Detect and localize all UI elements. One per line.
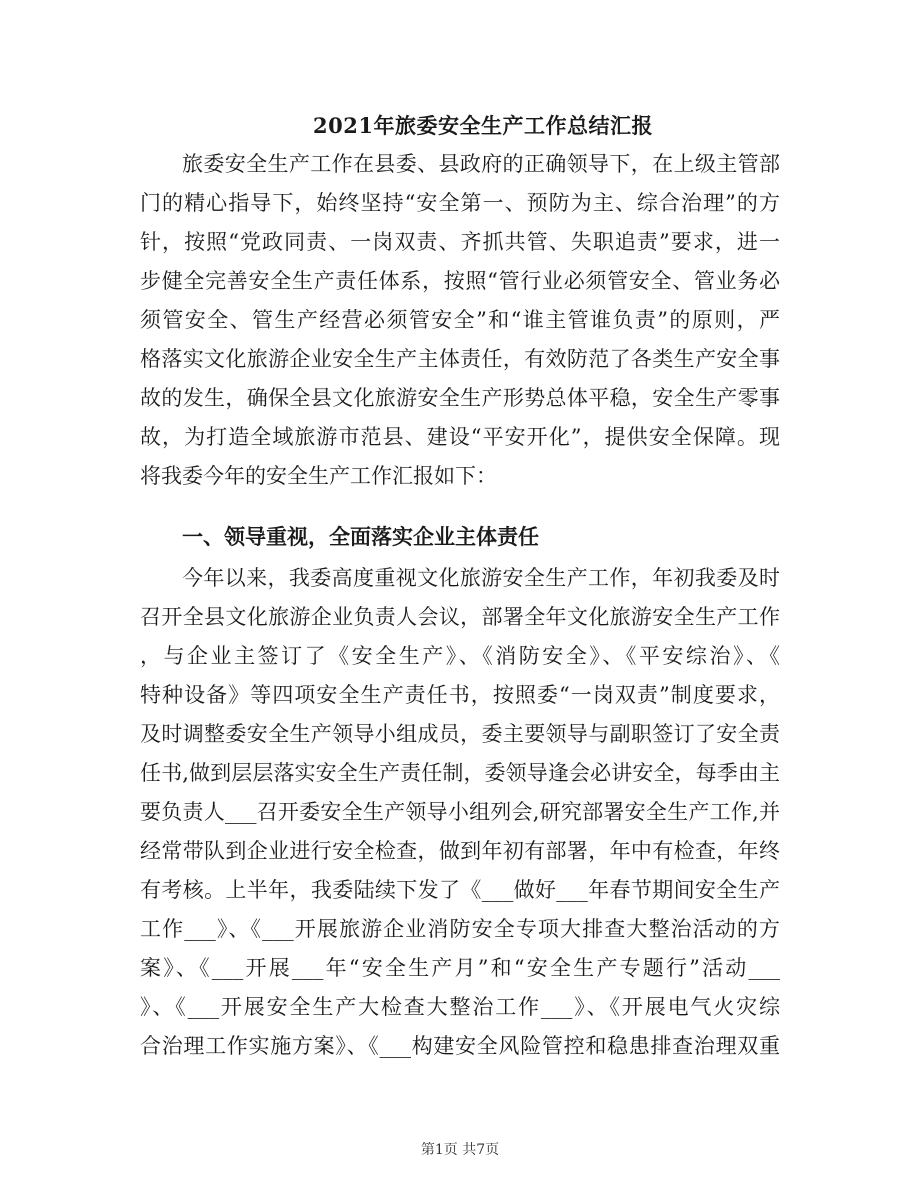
page-number: 第1页 共7页 [420,1142,500,1158]
text-line: 合治理工作实施方案》、《___构建安全风险管控和稳患排查治理双重 [140,1034,780,1058]
text-line: 有考核。上半年，我委陆续下发了《___做好___年春节期间安全生产 [140,878,780,902]
text-line: 任书,做到层层落实安全生产责任制，委领导逢会必讲安全，每季由主 [140,761,780,785]
text-line: 步健全完善安全生产责任体系，按照“管行业必须管安全、管业务必 [140,269,780,293]
section-heading: 一、领导重视，全面落实企业主体责任 [182,524,539,549]
text-line: 工作___》、《___开展旅游企业消防安全专项大排查大整治活动的方 [140,917,780,941]
text-line: 今年以来，我委高度重视文化旅游安全生产工作，年初我委及时 [182,566,780,590]
text-line: ，与企业主签订了《安全生产》、《消防安全》、《平安综治》、《 [140,644,780,668]
text-line: 特种设备》等四项安全生产责任书，按照委“一岗双责”制度要求， [140,683,780,707]
text-line: 旅委安全生产工作在县委、县政府的正确领导下，在上级主管部 [182,152,780,176]
text-line: 须管安全、管生产经营必须管安全”和“谁主管谁负责”的原则，严 [140,308,780,332]
text-line: 故的发生，确保全县文化旅游安全生产形势总体平稳，安全生产零事 [140,386,780,410]
text-line: 》、《___开展安全生产大检查大整治工作___》、《开展电气火灾综 [140,995,780,1019]
text-line: 门的精心指导下，始终坚持“安全第一、预防为主、综合治理”的方 [140,191,780,215]
text-line: 及时调整委安全生产领导小组成员，委主要领导与副职签订了安全责 [140,722,780,746]
text-line: 格落实文化旅游企业安全生产主体责任，有效防范了各类生产安全事 [140,347,780,371]
document-title: 2021年旅委安全生产工作总结汇报 [313,113,653,138]
text-line: 将我委今年的安全生产工作汇报如下： [140,464,497,488]
text-line: 案》、《___开展___年“安全生产月”和“安全生产专题行”活动___ [140,956,780,980]
text-line: 要负责人___召开委安全生产领导小组列会,研究部署安全生产工作,并 [140,800,780,824]
text-line: 经常带队到企业进行安全检查，做到年初有部署，年中有检查，年终 [140,839,780,863]
text-line: 故，为打造全域旅游市范县、建设“平安开化”，提供安全保障。现 [140,425,780,449]
text-line: 针，按照“党政同责、一岗双责、齐抓共管、失职追责”要求，进一 [140,230,780,254]
text-line: 召开全县文化旅游企业负责人会议，部署全年文化旅游安全生产工作 [140,605,780,629]
